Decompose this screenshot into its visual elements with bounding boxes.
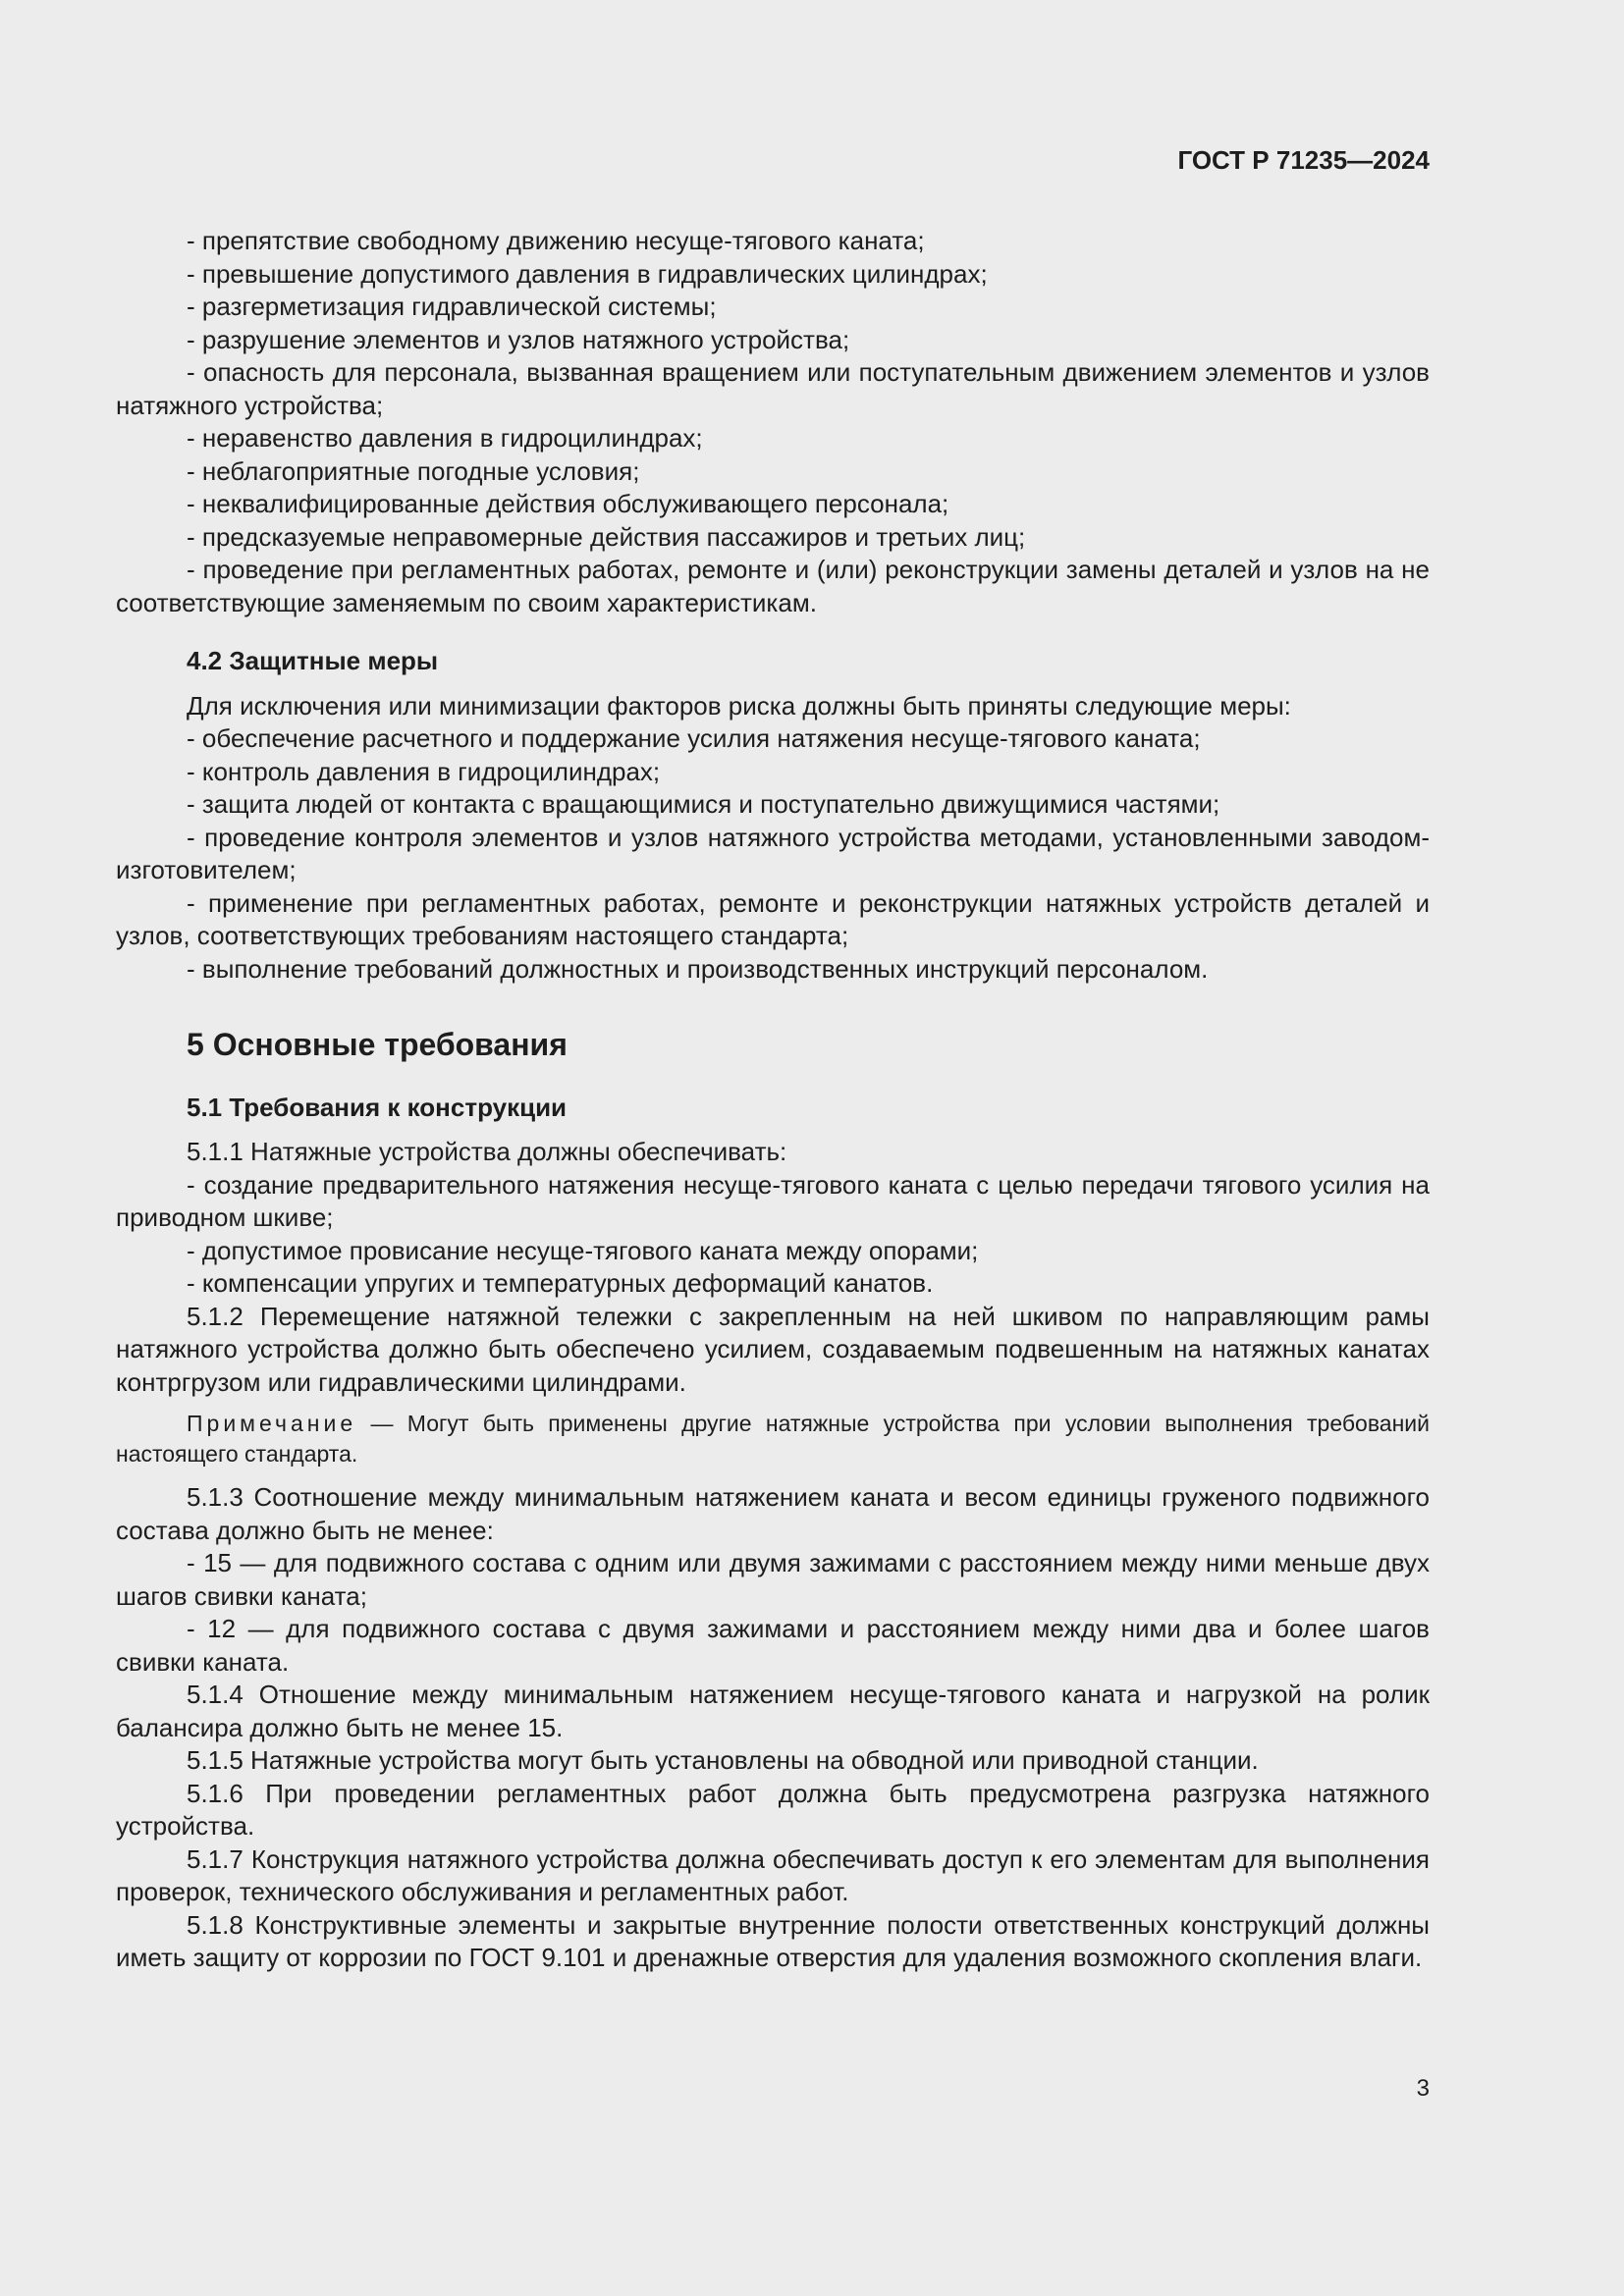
- list-item: - 12 — для подвижного состава с двумя зажимами и расстоянием между ними два и более шагов свивки каната.: [116, 1614, 1430, 1677]
- section-intro: Для исключения или минимизации факторов риска должны быть приняты следующие меры:: [187, 690, 1291, 721]
- list-item: - предсказуемые неправомерные действия пассажиров и третьих лиц;: [187, 521, 1026, 552]
- clause-5-1-6: 5.1.6 При проведении регламентных работ должна быть предусмотрена разгрузка натяжного устройства.: [116, 1778, 1430, 1841]
- note: [116, 1409, 1430, 1469]
- clause-5-1-2: 5.1.2 Перемещение натяжной тележки с закрепленным на ней шкивом по направляющим рамы натяжного устройства должно быть обеспечено усилием, создаваемым подвешенным на натяжных канатах контргрузом или гидравлическими цилиндрами.: [116, 1301, 1430, 1397]
- list-item: - 15 — для подвижного состава с одним или двумя зажимами с расстоянием между ними меньше двух шагов свивки каната;: [116, 1548, 1430, 1611]
- list-item: - допустимое провисание несуще-тягового каната между опорами;: [187, 1235, 979, 1265]
- protective-measures-list: [116, 722, 1430, 986]
- note-text: — Могут быть применены другие натяжные устройства при условии выполнения требований настоящего стандарта.: [116, 1411, 1430, 1467]
- list-item: - защита людей от контакта с вращающимися и поступательно движущимися частями;: [187, 789, 1220, 819]
- section-heading-5-1: 5.1 Требования к конструкции: [187, 1092, 568, 1122]
- clause-5-1-5: 5.1.5 Натяжные устройства могут быть установлены на обводной или приводной станции.: [187, 1745, 1259, 1775]
- page-number: 3: [1416, 2075, 1430, 2102]
- clause-5-1-3: 5.1.3 Соотношение между минимальным натяжением каната и весом единицы груженого подвижного состава должно быть не менее:: [116, 1482, 1430, 1545]
- page-body: [116, 225, 1430, 1975]
- list-item: - разгерметизация гидравлической системы;: [187, 292, 717, 321]
- clause-5-1-7: 5.1.7 Конструкция натяжного устройства должна обеспечивать доступ к его элементам для выполнения проверок, технического обслуживания и регламентных работ.: [116, 1843, 1430, 1906]
- note-label: Примечание: [187, 1411, 357, 1436]
- section-heading-5: 5 Основные требования: [187, 1027, 568, 1062]
- list-item: - контроль давления в гидроцилиндрах;: [187, 756, 661, 786]
- list-item: - проведение контроля элементов и узлов натяжного устройства методами, установленными заводом-изготовителем;: [116, 822, 1430, 884]
- list-item: - опасность для персонала, вызванная вращением или поступательным движением элементов и узлов натяжного устройства;: [116, 357, 1430, 420]
- standard-code-header: ГОСТ Р 71235—2024: [1177, 145, 1430, 175]
- clause-5-1-8: 5.1.8 Конструктивные элементы и закрытые внутренние полости ответственных конструкций должны иметь защиту от коррозии по ГОСТ 9.101 и дренажные отверстия для удаления возможного скопления влаги.: [116, 1909, 1430, 1972]
- list-item: - компенсации упругих и температурных деформаций канатов.: [187, 1268, 934, 1298]
- list-item: - применение при регламентных работах, ремонте и реконструкции натяжных устройств деталей и узлов, соответствующих требованиям настоящего стандарта;: [116, 887, 1430, 950]
- risk-factors-list: [116, 225, 1430, 619]
- list-item: - неквалифицированные действия обслуживающего персонала;: [187, 489, 949, 518]
- clause-5-1-1: 5.1.1 Натяжные устройства должны обеспечивать:: [187, 1137, 787, 1166]
- list-item: - обеспечение расчетного и поддержание усилия натяжения несуще-тягового каната;: [187, 723, 1201, 753]
- list-item: - создание предварительного натяжения несуще-тягового каната с целью передачи тягового усилия на приводном шкиве;: [116, 1169, 1430, 1232]
- list-item: - неравенство давления в гидроцилиндрах;: [187, 423, 703, 453]
- list-item: - превышение допустимого давления в гидравлических цилиндрах;: [187, 258, 988, 289]
- list-item: - препятствие свободному движению несуще-тягового каната;: [187, 226, 925, 255]
- list-item: - неблагоприятные погодные условия;: [187, 455, 640, 486]
- section-heading-4-2: 4.2 Защитные меры: [187, 646, 439, 675]
- list-item: - выполнение требований должностных и производственных инструкций персоналом.: [187, 953, 1209, 984]
- clause-5-1-4: 5.1.4 Отношение между минимальным натяжением несуще-тягового каната и нагрузкой на ролик балансира должно быть не менее 15.: [116, 1680, 1430, 1742]
- list-item: - проведение при регламентных работах, ремонте и (или) реконструкции замены деталей и узлов на не соответствующие заменяемым по своим характеристикам.: [116, 555, 1430, 617]
- list-item: - разрушение элементов и узлов натяжного устройства;: [187, 324, 850, 354]
